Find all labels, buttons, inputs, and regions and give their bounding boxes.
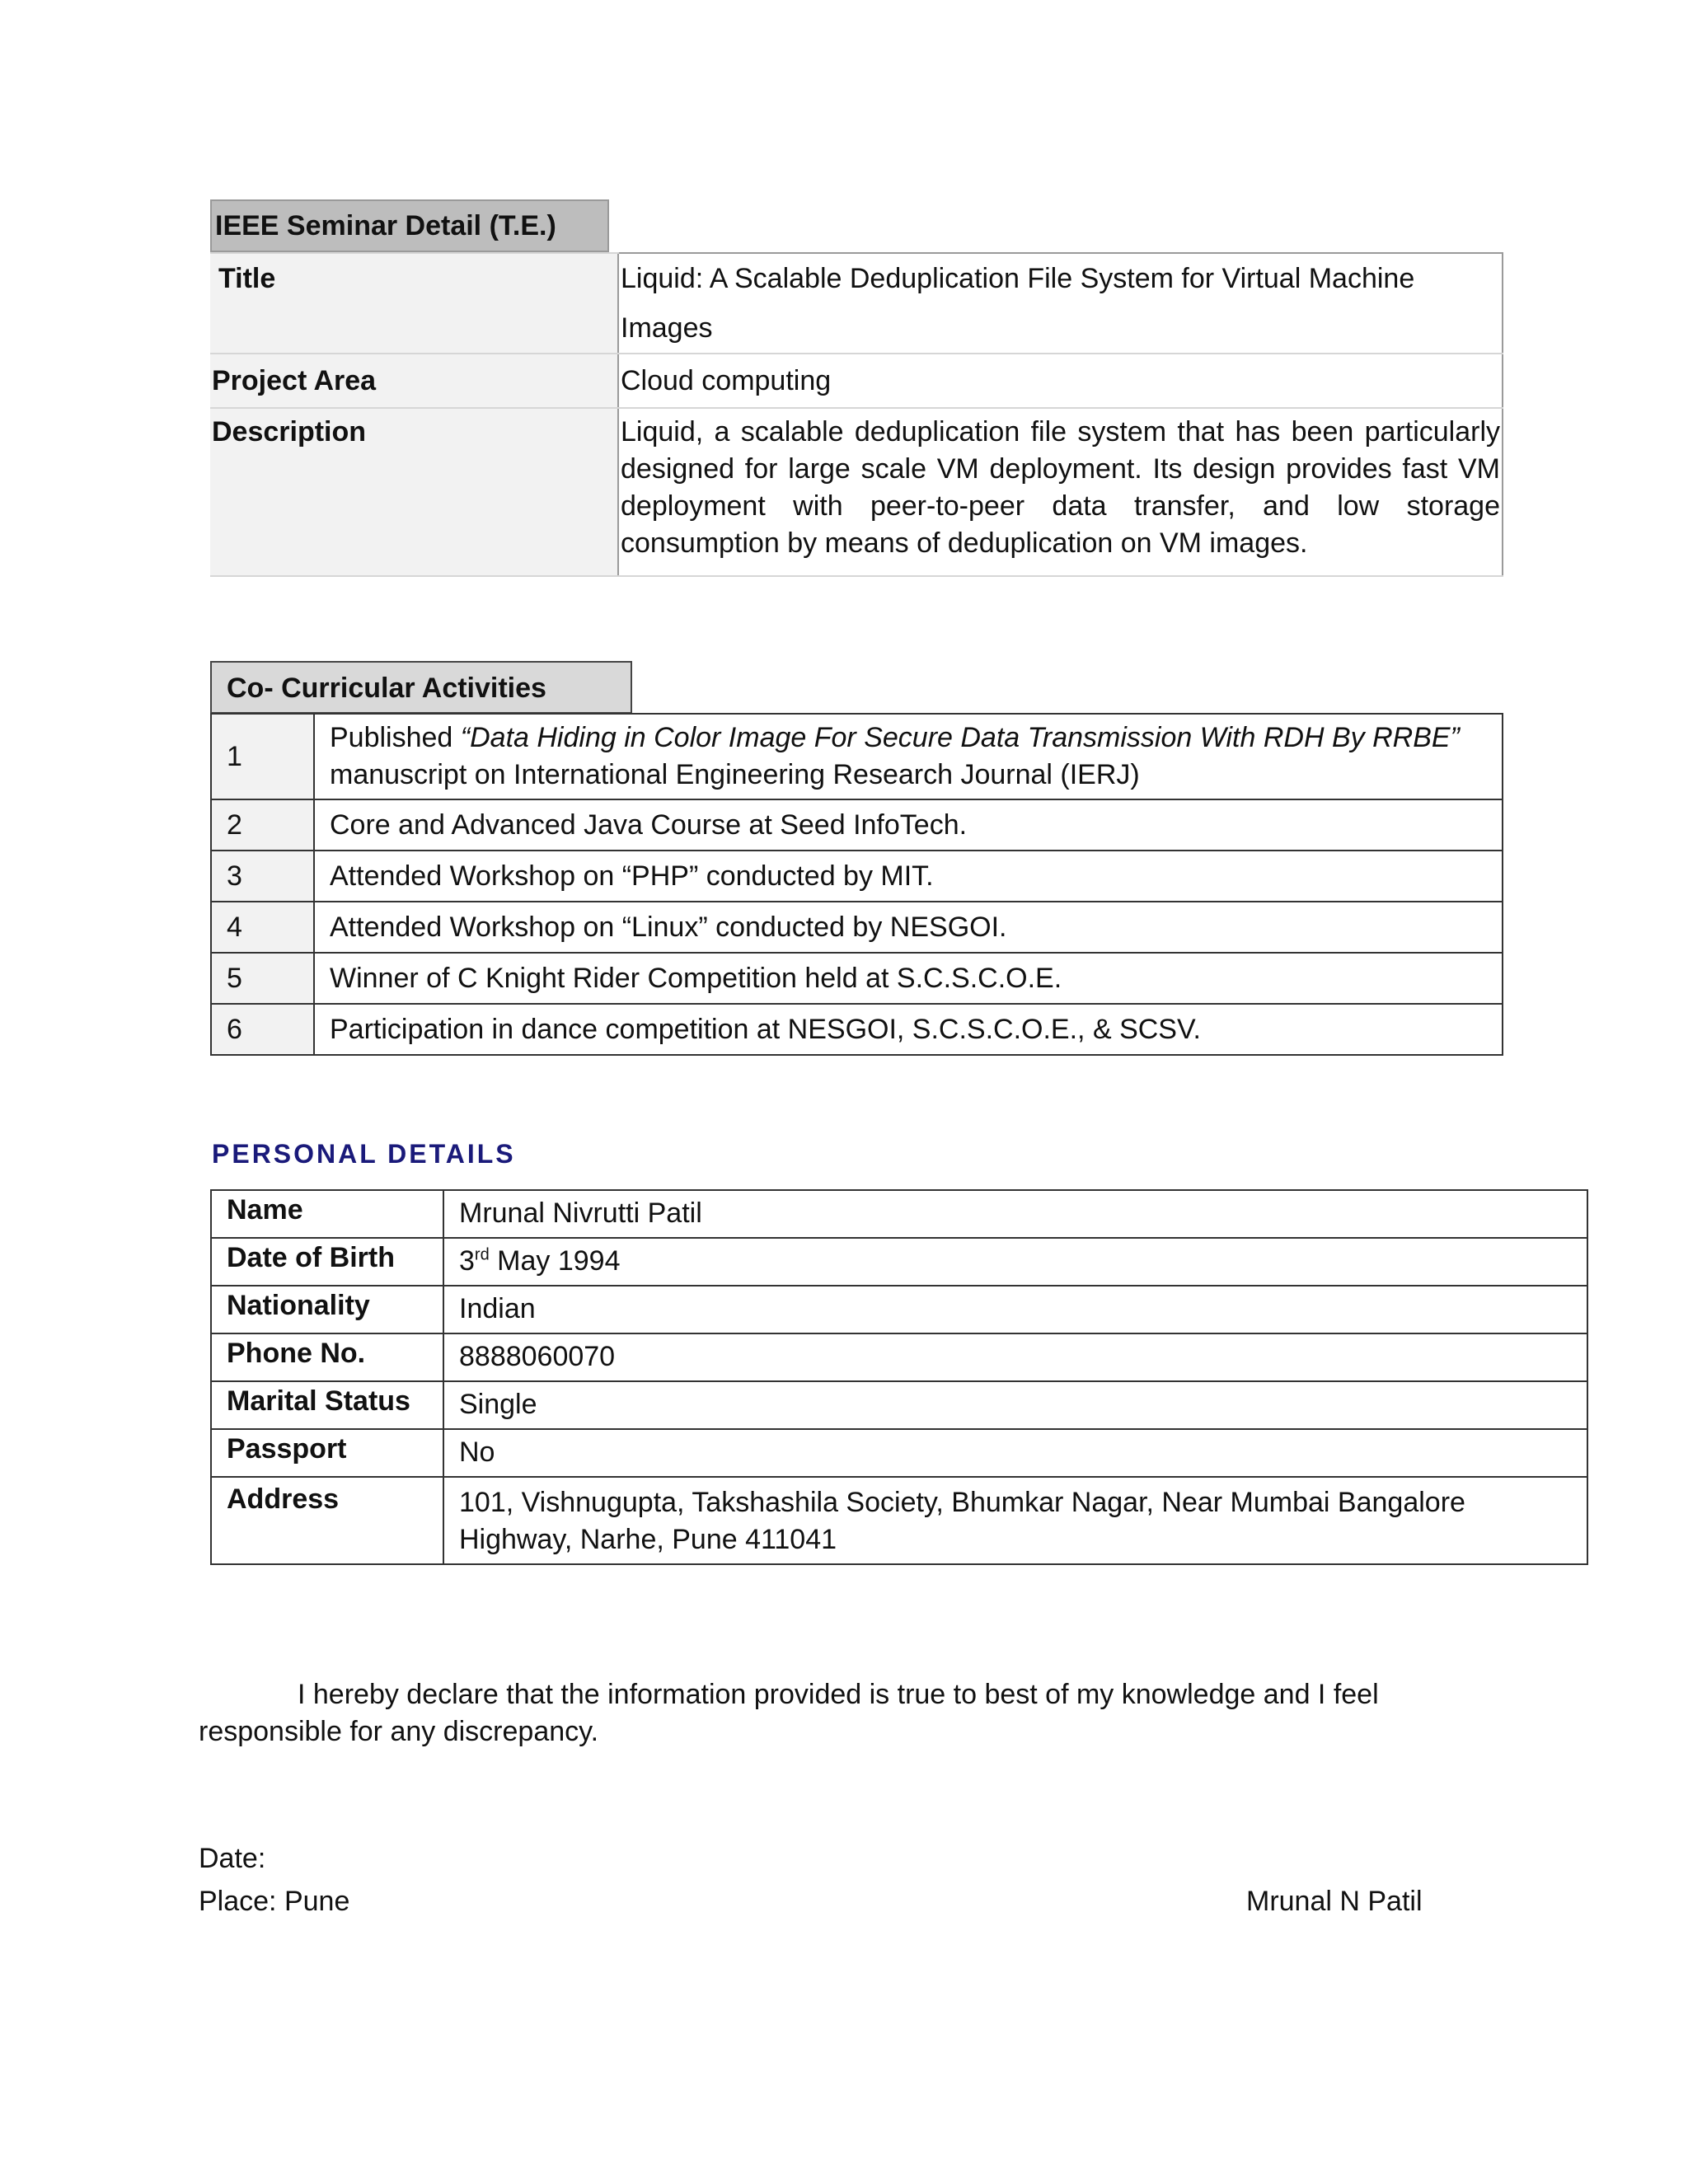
item-text: Participation in dance competition at NESGOI, S.C.S.C.O.E., & SCSV. (314, 1004, 1503, 1055)
item-text: Attended Workshop on “PHP” conducted by MIT. (314, 851, 1503, 902)
table-row (211, 851, 1503, 902)
table-row (211, 1429, 1587, 1477)
nationality-label: Nationality (211, 1286, 443, 1333)
paper-title: “Data Hiding in Color Image For Secure Data Transmission With RDH By RRBE” (460, 722, 1460, 753)
seminar-description-label: Description (210, 408, 618, 576)
table-row (211, 1286, 1587, 1333)
marital-status-value: Single (443, 1381, 1587, 1429)
seminar-area-label: Project Area (210, 354, 618, 408)
seminar-header: IEEE Seminar Detail (T.E.) (210, 199, 609, 252)
seminar-description-value: Liquid, a scalable deduplication file system that has been particularly designed for large scale VM deployment. Its design provides fast VM deployment with peer-to-peer data transfer, and low storage consumption by means of deduplication on VM images. (618, 408, 1503, 576)
item-suffix: manuscript on International Engineering Research Journal (IERJ) (330, 759, 1140, 790)
marital-status-label: Marital Status (211, 1381, 443, 1429)
item-number: 6 (211, 1004, 314, 1055)
item-text: Attended Workshop on “Linux” conducted by NESGOI. (314, 902, 1503, 953)
item-number: 2 (211, 799, 314, 851)
dob-label: Date of Birth (211, 1238, 443, 1286)
item-number: 1 (211, 714, 314, 799)
dob-day: 3 (459, 1245, 475, 1277)
seminar-area-value: Cloud computing (618, 354, 1503, 408)
address-value: 101, Vishnugupta, Takshashila Society, Bhumkar Nagar, Near Mumbai Bangalore Highway, Narhe, Pune 411041 (443, 1477, 1587, 1564)
item-text: Core and Advanced Java Course at Seed InfoTech. (314, 799, 1503, 851)
item-prefix: Published (330, 722, 461, 753)
declaration-paragraph (199, 1676, 1468, 1750)
passport-value: No (443, 1429, 1587, 1477)
nationality-value: Indian (443, 1286, 1587, 1333)
table-row (211, 1381, 1587, 1429)
item-number: 4 (211, 902, 314, 953)
declaration-line-1: I hereby declare that the information provided is true to best of my knowledge and I feel (298, 1679, 1379, 1710)
dob-value (443, 1238, 1587, 1286)
signature-name: Mrunal N Patil (1246, 1886, 1423, 1917)
table-row (210, 354, 1503, 408)
table-row (210, 408, 1503, 576)
table-row (211, 1190, 1587, 1238)
phone-label: Phone No. (211, 1333, 443, 1381)
seminar-title-label: Title (210, 253, 618, 354)
table-row (211, 799, 1503, 851)
item-text (314, 714, 1503, 799)
name-label: Name (211, 1190, 443, 1238)
date-label: Date: (199, 1843, 266, 1874)
name-value: Mrunal Nivrutti Patil (443, 1190, 1587, 1238)
phone-value: 8888060070 (443, 1333, 1587, 1381)
seminar-table (210, 252, 1503, 577)
dob-rest: May 1994 (489, 1245, 621, 1277)
table-row (211, 1333, 1587, 1381)
passport-label: Passport (211, 1429, 443, 1477)
declaration-line-2: responsible for any discrepancy. (199, 1716, 599, 1747)
item-number: 5 (211, 953, 314, 1004)
table-row (211, 1238, 1587, 1286)
table-row (211, 953, 1503, 1004)
item-text: Winner of C Knight Rider Competition held at S.C.S.C.O.E. (314, 953, 1503, 1004)
personal-details-heading: PERSONAL DETAILS (212, 1139, 516, 1169)
table-row (211, 902, 1503, 953)
table-row (211, 714, 1503, 799)
table-row (211, 1477, 1587, 1564)
cocurricular-table (210, 713, 1503, 1056)
table-row (211, 1004, 1503, 1055)
item-number: 3 (211, 851, 314, 902)
seminar-title-value: Liquid: A Scalable Deduplication File System for Virtual Machine Images (618, 253, 1503, 354)
address-label: Address (211, 1477, 443, 1564)
table-row (210, 253, 1503, 354)
cocurricular-header: Co- Curricular Activities (210, 661, 632, 714)
personal-details-table (210, 1189, 1588, 1565)
dob-ordinal: rd (474, 1245, 490, 1264)
place-label: Place: Pune (199, 1886, 350, 1917)
